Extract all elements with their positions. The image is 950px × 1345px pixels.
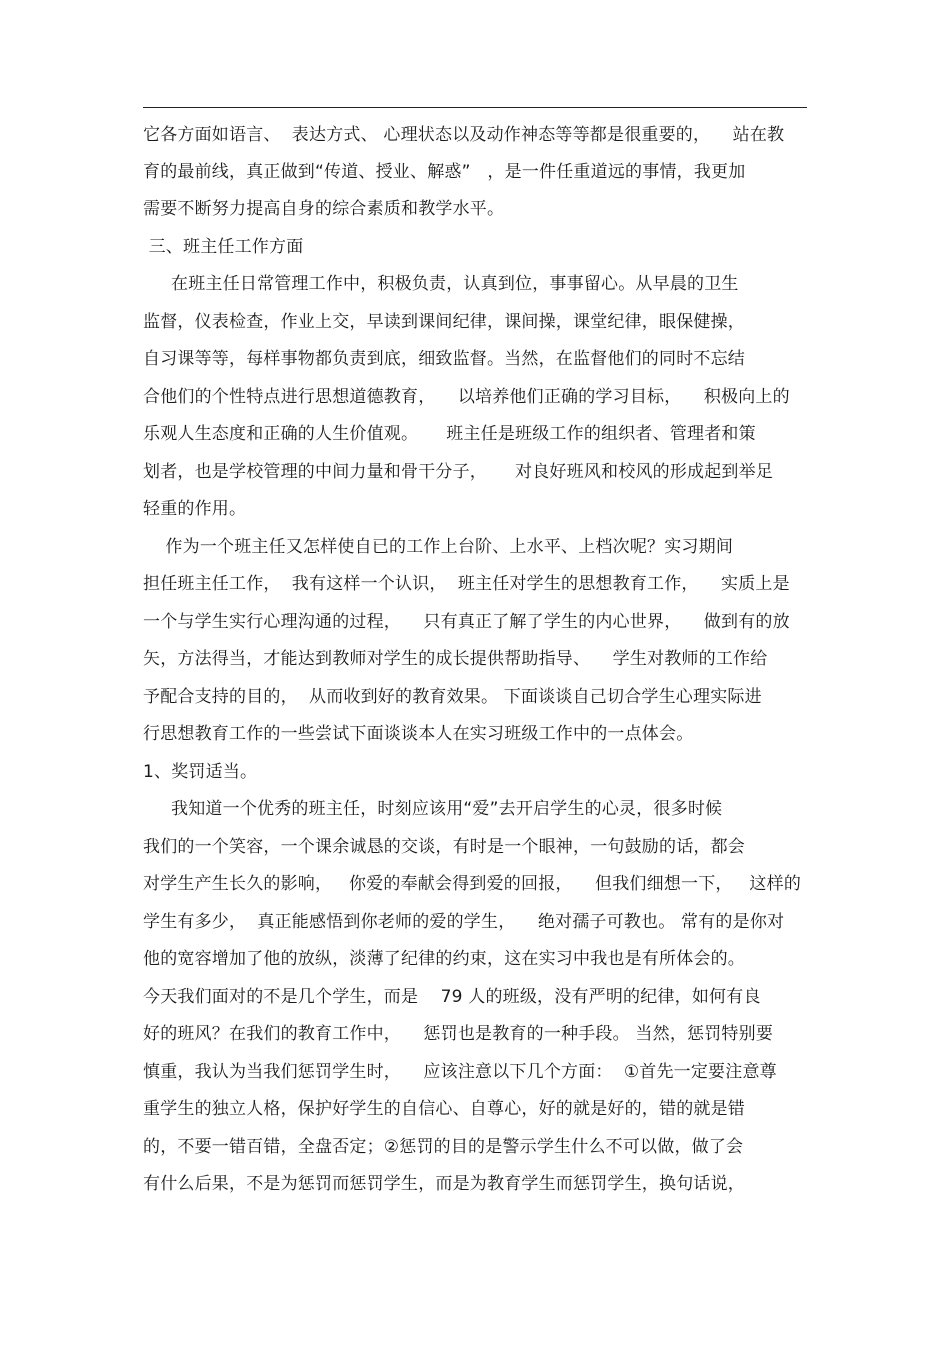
text-line: 在班主任日常管理工作中，积极负责，认真到位，事事留心。从早晨的卫生 [143, 274, 739, 294]
text-line: 乐观人生态度和正确的人生价值观。 班主任是班级工作的组织者、管理者和策 [143, 424, 756, 444]
text-line: 矢，方法得当，才能达到教师对学生的成长提供帮助指导、 学生对教师的工作给 [143, 649, 768, 669]
text-line: 他的宽容增加了他的放纵，淡薄了纪律的约束，这在实习中我也是有所体会的。 [143, 949, 745, 969]
header-rule [143, 107, 807, 108]
text-line: 重学生的独立人格，保护好学生的自信心、自尊心，好的就是好的，错的就是错 [143, 1099, 745, 1119]
text-line: 需要不断努力提高自身的综合素质和教学水平。 [143, 199, 505, 219]
text-line: 担任班主任工作， 我有这样一个认识， 班主任对学生的思想教育工作， 实质上是 [143, 574, 790, 594]
text-line: 慎重，我认为当我们惩罚学生时， 应该注意以下几个方面： ①首先一定要注意尊 [143, 1062, 777, 1082]
text-line: 它各方面如语言、 表达方式、 心理状态以及动作神态等等都是很重要的， 站在教 [143, 125, 785, 145]
text-line: 我知道一个优秀的班主任，时刻应该用“爱”去开启学生的心灵，很多时候 [143, 799, 723, 819]
text-line: 轻重的作用。 [143, 499, 247, 519]
text-line: 作为一个班主任又怎样使自已的工作上台阶、上水平、上档次呢？实习期间 [143, 537, 734, 557]
text-line: 予配合支持的目的， 从而收到好的教育效果。 下面谈谈自己切合学生心理实际进 [143, 687, 762, 707]
text-line: 对学生产生长久的影响， 你爱的奉献会得到爱的回报， 但我们细想一下， 这样的 [143, 874, 802, 894]
text-line: 自习课等等，每样事物都负责到底，细致监督。当然，在监督他们的同时不忘结 [143, 349, 745, 369]
section-heading: 三、班主任工作方面 [143, 237, 304, 257]
text-line: 我们的一个笑容，一个课余诚恳的交谈，有时是一个眼神，一句鼓励的话，都会 [143, 837, 745, 857]
text-line: 一个与学生实行心理沟通的过程， 只有真正了解了学生的内心世界， 做到有的放 [143, 612, 790, 632]
text-line: 今天我们面对的不是几个学生，而是 79 人的班级，没有严明的纪律，如何有良 [143, 987, 761, 1007]
text-line: 监督，仪表检查，作业上交，早读到课间纪律，课间操，课堂纪律，眼保健操， [143, 312, 745, 332]
text-line: 的，不要一错百错，全盘否定；②惩罚的目的是警示学生什么不可以做，做了会 [143, 1137, 744, 1157]
subsection-heading: 1、奖罚适当。 [143, 762, 258, 782]
text-line: 划者，也是学校管理的中间力量和骨干分子， 对良好班风和校风的形成起到举足 [143, 462, 774, 482]
text-line: 行思想教育工作的一些尝试下面谈谈本人在实习班级工作中的一点体会。 [143, 724, 694, 744]
text-line: 好的班风？在我们的教育工作中， 惩罚也是教育的一种手段。 当然，惩罚特别要 [143, 1024, 774, 1044]
text-line: 学生有多少， 真正能感悟到你老师的爱的学生， 绝对孺子可教也。 常有的是你对 [143, 912, 785, 932]
text-line: 育的最前线，真正做到“传道、授业、解惑” ，是一件任重道远的事情，我更加 [143, 162, 746, 182]
text-line: 合他们的个性特点进行思想道德教育， 以培养他们正确的学习目标， 积极向上的 [143, 387, 790, 407]
text-line: 有什么后果，不是为惩罚而惩罚学生，而是为教育学生而惩罚学生，换句话说， [143, 1174, 745, 1194]
